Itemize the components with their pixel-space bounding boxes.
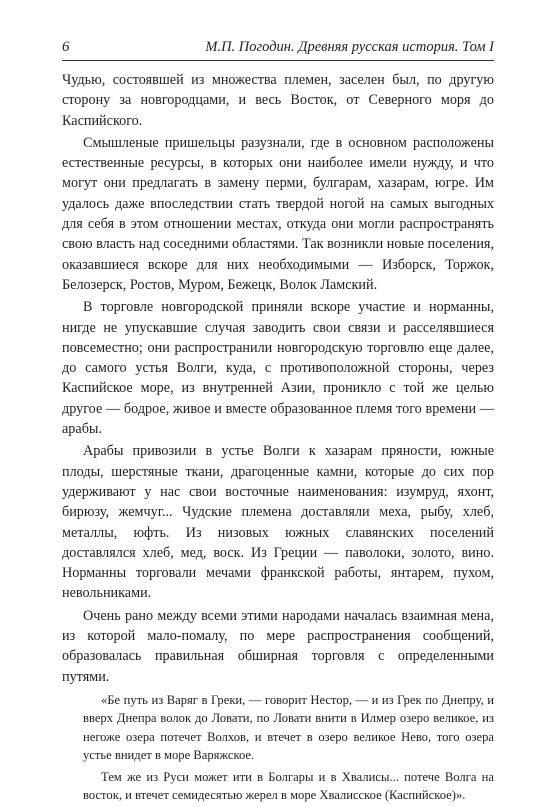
quote-paragraph: «Бе путь из Варяг в Греки, — говорит Нестор, — и из Грек по Днепру, и вверх Днепра волок до Ловати, по Ловати внити в Илмер озеро великое, из негоже озера потечет Волхов, и втечет в озеро великое Нево, того озера устье внидет в море Варяжское.	[83, 692, 494, 763]
running-header	[62, 38, 494, 61]
page-number: 6	[62, 39, 70, 55]
paragraph: В торговле новгородской приняли вскоре участие и норманны, нигде не упускавшие случая заводить свои связи и расселявшиеся повсеместно; они распространили новгородскую торговлю еще далее, до самого устья Волги, куда, с противоположной стороны, через Каспийское море, из внутренней Азии, проникло с той же целью другое — бодрое, живое и вместе образованное племя того времени — арабы.	[62, 299, 494, 438]
paragraph: Очень рано между всеми этими народами началась взаимная мена, из которой мало-помалу, по мере распространения сообщений, образовалась правильная обширная торговля с определенными путями.	[62, 607, 494, 685]
running-title: М.П. Погодин. Древняя русская история. Том I	[205, 39, 494, 55]
paragraph: Чудью, состоявшей из множества племен, заселен был, по другую сторону за новгородцами, и весь Восток, от Северного моря до Каспийского.	[62, 72, 494, 129]
quote-paragraph: Тем же из Руси может ити в Болгары и в Хвалисы... потече Волга на восток, и втечет семидесятью жерел в море Хвалисское (Каспийское)».	[83, 769, 494, 802]
paragraph: Смышленые пришельцы разузнали, где в основном расположены естественные ресурсы, в которых они наиболее имели нужду, и что могут они предлагать в замену перми, булгарам, хазарам, югре. Им удалось даже впоследствии стать твердой ногой на самых выгодных для себя в этом отношении местах, откуда они могли распространять свою власть над соседними областями. Так возникли новые поселения, оказавшиеся вскоре для них необходимыми — Изборск, Торжок, Белозерск, Ростов, Муром, Бежецк, Волок Ламский.	[62, 134, 494, 293]
book-page	[62, 38, 494, 807]
block-quote	[83, 691, 494, 804]
paragraph: Арабы привозили в устье Волги к хазарам пряности, южные плоды, шерстяные ткани, драгоценные камни, которые до сих пор удерживают у нас свои восточные наименования: изумруд, яхонт, бирюзу, жемчуг... Чудские племена доставляли меха, рыбу, хлеб, металлы, юфть. Из низовых южных славянских поселений доставлялся хлеб, мед, воск. Из Греции — паволоки, золото, вино. Норманны торговали мечами франкской работы, янтарем, пухом, невольниками.	[62, 443, 494, 602]
page-body	[62, 70, 494, 687]
